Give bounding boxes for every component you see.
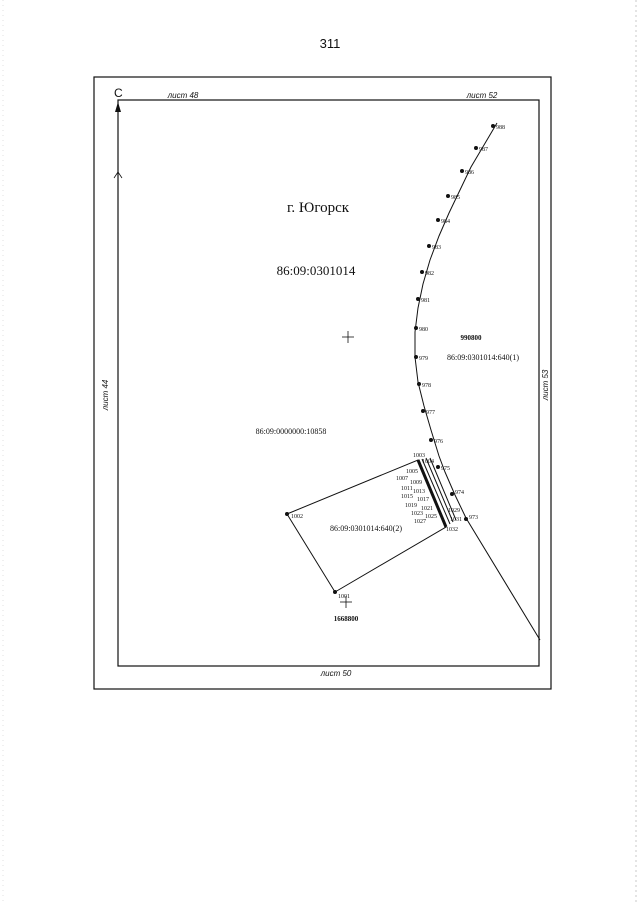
point-label: 987 xyxy=(479,147,488,153)
sheet-label-left: лист 44 xyxy=(101,379,110,411)
point-marker xyxy=(420,270,424,274)
north-letter: С xyxy=(114,86,123,100)
point-label: 973 xyxy=(469,515,478,521)
point-label: 974 xyxy=(455,490,464,496)
sheet-label-right: лист 53 xyxy=(541,369,550,401)
north-arrow-head xyxy=(115,102,121,112)
point-marker xyxy=(460,169,464,173)
parcel-640-1-label: 86:09:0301014:640(1) xyxy=(447,353,519,362)
boundary-arc xyxy=(415,123,540,640)
point-marker xyxy=(416,297,420,301)
point-marker xyxy=(421,409,425,413)
point-label: 1017 xyxy=(417,497,429,503)
point-label: 983 xyxy=(432,245,441,251)
parcel-other-label: 86:09:0000000:10858 xyxy=(255,427,327,436)
point-label: 1005 xyxy=(406,469,418,475)
point-marker xyxy=(450,492,454,496)
point-marker xyxy=(464,517,468,521)
point-label: 1013 xyxy=(413,489,425,495)
point-label: 1004 xyxy=(422,459,434,465)
grid-cross-top xyxy=(342,331,354,343)
point-label: 984 xyxy=(441,219,450,225)
point-label: 981 xyxy=(421,298,430,304)
point-marker xyxy=(429,438,433,442)
grid-x-label: 990800 xyxy=(460,334,482,342)
outer-frame xyxy=(94,77,551,689)
point-marker xyxy=(333,590,337,594)
point-label: 1002 xyxy=(291,514,303,520)
point-label: 975 xyxy=(441,466,450,472)
parcel-main-label: 86:09:0301014 xyxy=(276,263,356,278)
point-label: 988 xyxy=(496,125,505,131)
parcel-640-2-label: 86:09:0301014:640(2) xyxy=(330,524,402,533)
point-marker xyxy=(414,326,418,330)
point-label: 1027 xyxy=(414,519,426,525)
point-marker xyxy=(436,218,440,222)
point-label: 1015 xyxy=(401,494,413,500)
point-marker xyxy=(427,244,431,248)
point-label: 1031 xyxy=(450,517,462,523)
point-label: 985 xyxy=(451,195,460,201)
city-name: г. Югорск xyxy=(286,200,350,216)
point-marker xyxy=(436,465,440,469)
point-marker xyxy=(474,146,478,150)
point-label: 1007 xyxy=(396,476,408,482)
point-label: 986 xyxy=(465,170,474,176)
point-marker xyxy=(491,124,495,128)
grid-y-label: 1668800 xyxy=(333,615,359,623)
point-label: 982 xyxy=(425,271,434,277)
point-label: 1003 xyxy=(413,453,425,459)
point-label: 1032 xyxy=(446,527,458,533)
point-label: 977 xyxy=(426,410,435,416)
point-label: 1001 xyxy=(338,594,350,600)
point-label: 980 xyxy=(419,327,428,333)
page-number: 311 xyxy=(319,36,341,51)
point-marker xyxy=(414,355,418,359)
sheet-label-top-left: лист 48 xyxy=(167,91,199,100)
sheet-label-top-right: лист 52 xyxy=(466,91,498,100)
point-marker xyxy=(417,382,421,386)
sheet-label-bottom: лист 50 xyxy=(320,669,352,678)
point-label: 979 xyxy=(419,356,428,362)
point-marker xyxy=(285,512,289,516)
point-label: 1025 xyxy=(425,514,437,520)
point-label: 1021 xyxy=(421,506,433,512)
point-label: 1023 xyxy=(411,511,423,517)
point-marker xyxy=(446,194,450,198)
point-label: 1011 xyxy=(401,486,413,492)
point-label: 976 xyxy=(434,439,443,445)
point-label: 978 xyxy=(422,383,431,389)
point-label: 1029 xyxy=(448,508,460,514)
point-label: 1019 xyxy=(405,503,417,509)
point-label: 1009 xyxy=(410,480,422,486)
